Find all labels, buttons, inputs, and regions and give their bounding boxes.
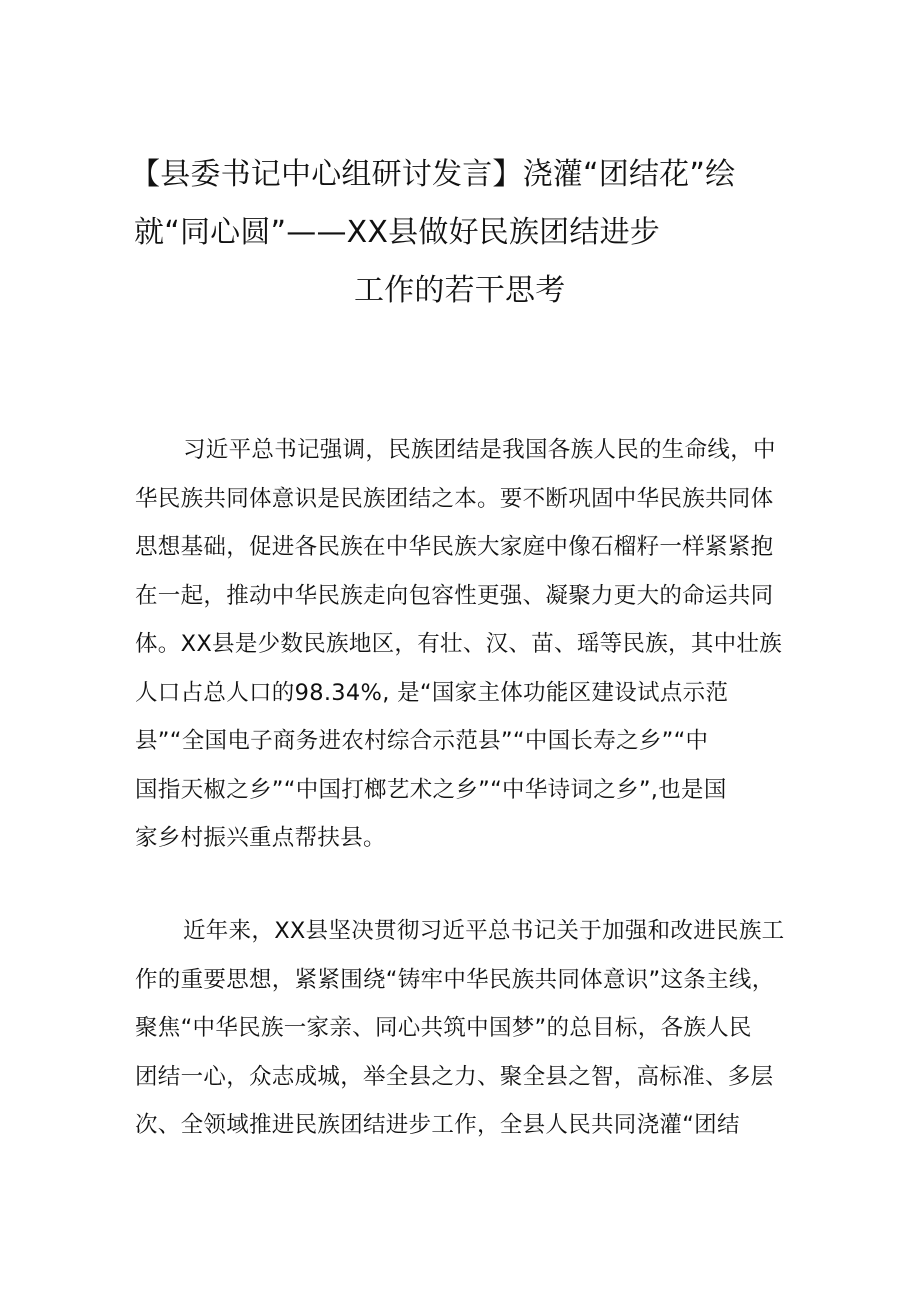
text-line: 团结一心，众志成城，举全县之力、聚全县之智，高标准、多层: [135, 1063, 774, 1090]
text-line: 近年来，XX县坚决贯彻习近平总书记关于加强和改进民族工: [183, 918, 785, 944]
document-title: [118, 146, 808, 320]
text-line: 次、全领域推进民族团结进步工作，全县人民共同浇灌“团结: [135, 1112, 740, 1138]
text-line: 作的重要思想，紧紧围绕“铸牢中华民族共同体意识”这条主线，: [135, 966, 775, 993]
text-line: 人口占总人口的98.34%, 是“国家主体功能区建设试点示范: [135, 679, 729, 706]
paragraph-recent-years: [135, 907, 795, 1150]
paragraph-intro: [135, 426, 795, 863]
text-line: 家乡村振兴重点帮扶县。: [135, 825, 386, 851]
text-line: 县”“全国电子商务进农村综合示范县”“中国长寿之乡”“中: [135, 728, 709, 754]
title-line: 【县委书记中心组研讨发言】浇灌“团结花”绘: [130, 157, 736, 192]
text-line: 习近平总书记强调，民族团结是我国各族人民的生命线，中: [183, 437, 776, 463]
text-line: 体。XX县是少数民族地区，有壮、汉、苗、瑶等民族，其中壮族: [135, 631, 783, 657]
text-line: 国指天椒之乡”“中国打榔艺术之乡”“中华诗词之乡”,也是国: [135, 776, 727, 803]
text-line: 聚焦“中华民族一家亲、同心共筑中国梦”的总目标，各族人民: [135, 1015, 752, 1041]
text-line: 在一起，推动中华民族走向包容性更强、凝聚力更大的命运共同: [135, 582, 774, 609]
text-line: 思想基础，促进各民族在中华民族大家庭中像石榴籽一样紧紧抱: [135, 534, 774, 560]
title-line: 工作的若干思考: [354, 273, 566, 308]
text-line: 华民族共同体意识是民族团结之本。要不断巩固中华民族共同体: [135, 485, 774, 512]
title-line: 就“同心圆”——XX县做好民族团结进步: [134, 215, 660, 250]
